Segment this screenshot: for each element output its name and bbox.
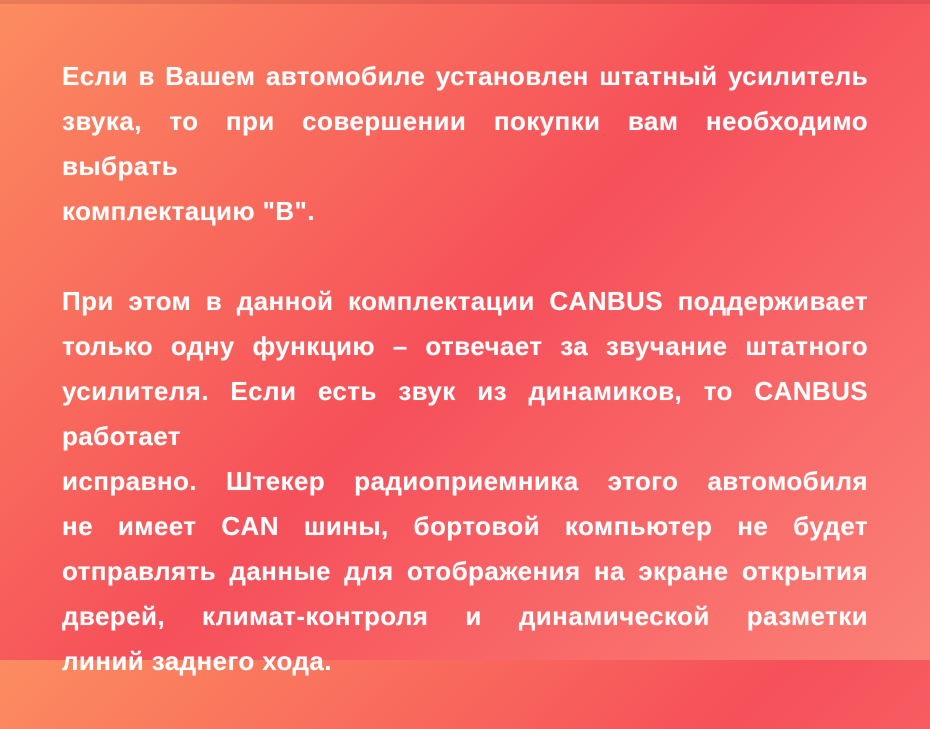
paragraph-2 <box>62 279 868 684</box>
text-line: комплектацию "В". <box>62 196 315 226</box>
paragraph-1 <box>62 54 868 234</box>
text-line: линий заднего хода. <box>62 646 332 676</box>
text-line: Если в Вашем автомобиле установлен штатный усилитель <box>62 61 868 91</box>
text-line: отправлять данные для отображения на экране открытия <box>62 556 868 586</box>
text-block <box>62 54 868 729</box>
top-edge-shade <box>0 0 930 4</box>
text-line: звука, то при совершении покупки вам необходимо выбрать <box>62 106 868 181</box>
text-line: усилителя. Если есть звук из динамиков, то CANBUS работает <box>62 376 868 451</box>
text-line: исправно. Штекер радиоприемника этого автомобиля <box>62 466 868 496</box>
text-line: При этом в данной комплектации CANBUS поддерживает <box>62 286 868 316</box>
text-line: только одну функцию – отвечает за звучание штатного <box>62 331 868 361</box>
text-line: дверей, климат-контроля и динамической разметки <box>62 601 868 631</box>
text-line: не имеет CAN шины, бортовой компьютер не будет <box>62 511 868 541</box>
